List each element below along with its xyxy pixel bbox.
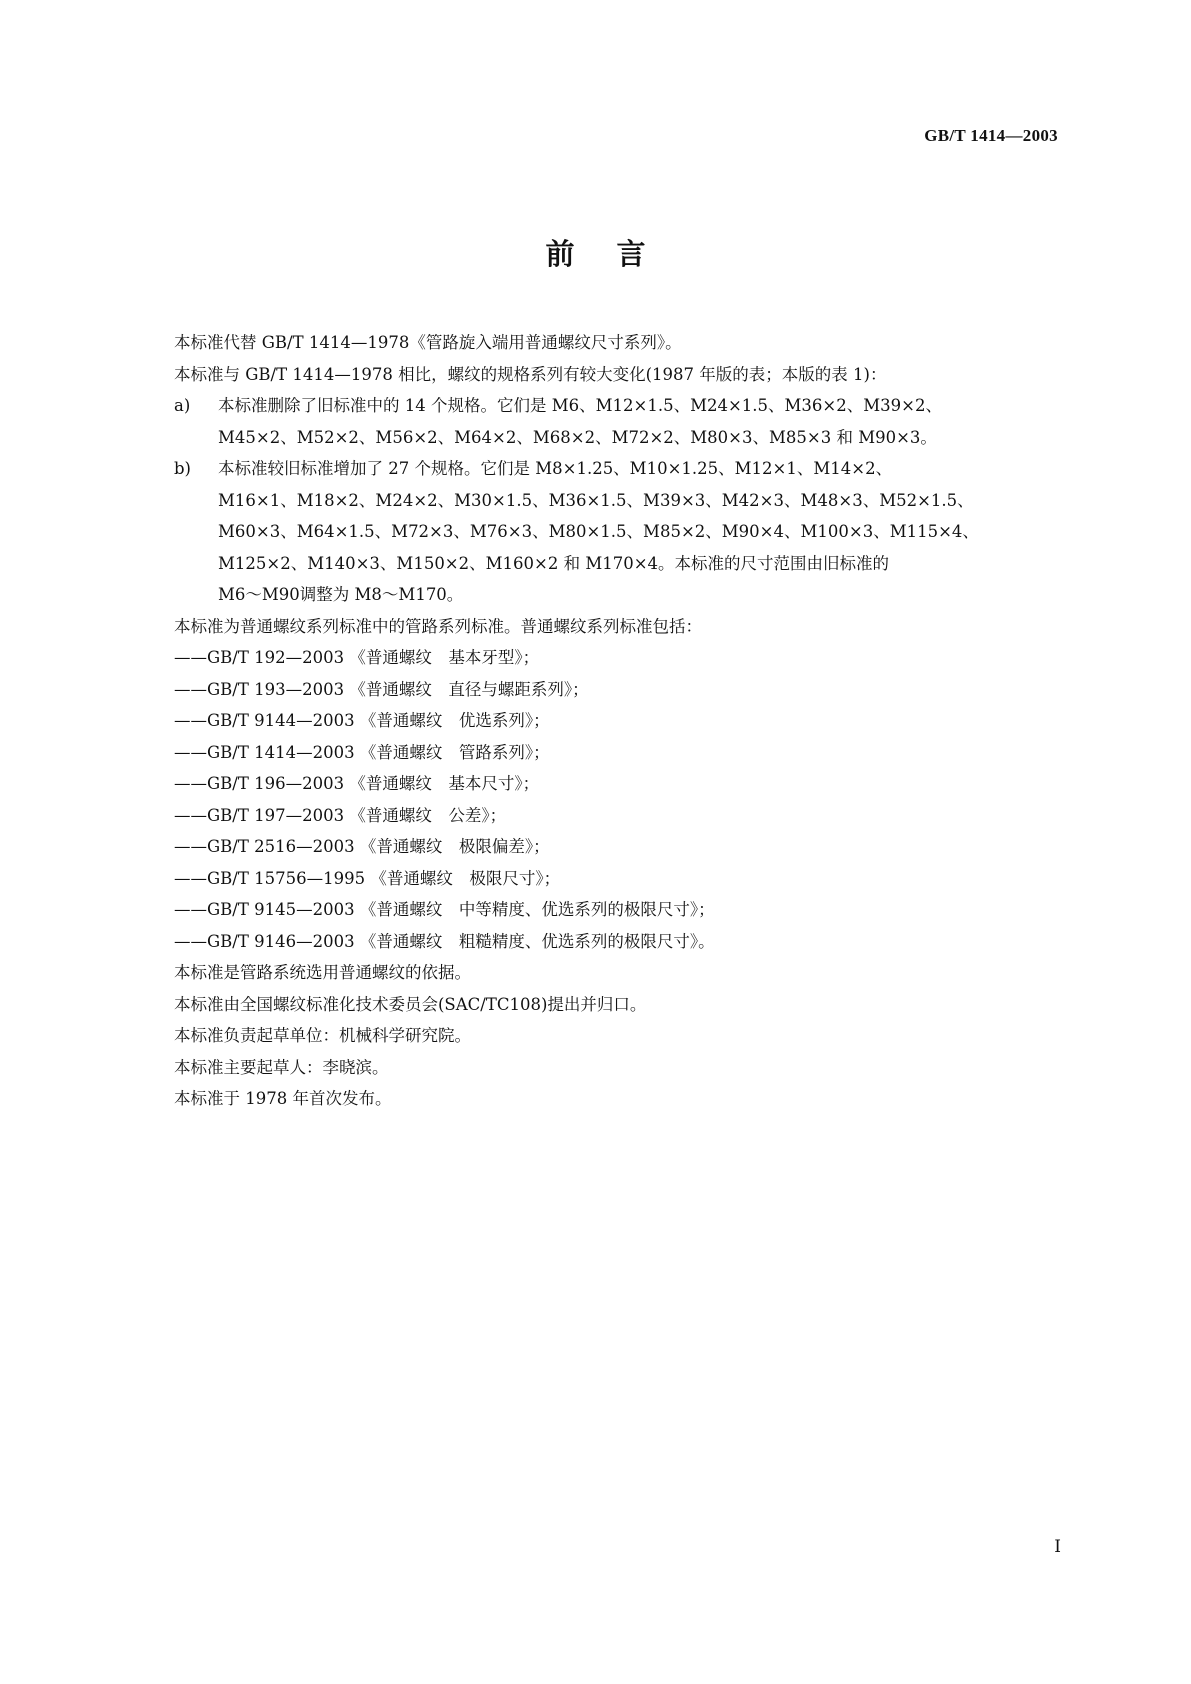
series-list-item: ——GB/T 9145—2003 《普通螺纹 中等精度、优选系列的极限尺寸》； [174, 900, 715, 919]
paragraph: 本标准于 1978 年首次发布。 [174, 1089, 392, 1108]
list-item-text [218, 453, 1058, 611]
series-list-item: ——GB/T 2516—2003 《普通螺纹 极限偏差》； [174, 837, 550, 856]
text-line: M60×3、M64×1.5、M72×3、M76×3、M80×1.5、M85×2、M90×4、M100×3、M115×4、 [218, 522, 979, 541]
paragraph: 本标准是管路系统选用普通螺纹的依据。 [174, 963, 471, 982]
list-item-text [218, 390, 1058, 453]
text-line: M6～M90调整为 M8～M170。 [218, 585, 464, 604]
text-line: 本标准较旧标准增加了 27 个规格。它们是 M8×1.25、M10×1.25、M12×1、M14×2、 [218, 459, 893, 478]
series-intro: 本标准为普通螺纹系列标准中的管路系列标准。普通螺纹系列标准包括： [174, 616, 702, 636]
page-number: I [1054, 1537, 1061, 1557]
series-list-item: ——GB/T 197—2003 《普通螺纹 公差》； [174, 805, 507, 825]
series-list [174, 642, 1058, 957]
standard-code: GB/T 1414—2003 [924, 126, 1058, 145]
text-line: M16×1、M18×2、M24×2、M30×1.5、M36×1.5、M39×3、M42×3、M48×3、M52×1.5、 [218, 490, 974, 510]
list-item-b [174, 453, 1058, 611]
series-list-item: ——GB/T 15756—1995 《普通螺纹 极限尺寸》； [174, 868, 561, 888]
text-line: M125×2、M140×3、M150×2、M160×2 和 M170×4。本标准的尺寸范围由旧标准的 [218, 553, 890, 573]
paragraph: 本标准主要起草人：李晓滨。 [174, 1057, 389, 1077]
list-marker: b) [174, 459, 191, 478]
list-marker: a) [174, 396, 191, 415]
text-line: M45×2、M52×2、M56×2、M64×2、M68×2、M72×2、M80×3、M85×3 和 M90×3。 [218, 427, 937, 447]
page-title: 前言 [545, 237, 688, 271]
series-list-item: ——GB/T 9146—2003 《普通螺纹 粗糙精度、优选系列的极限尺寸》。 [174, 931, 715, 951]
document-body [174, 327, 1058, 1115]
paragraph: 本标准代替 GB/T 1414—1978《管路旋入端用普通螺纹尺寸系列》。 [174, 333, 682, 352]
paragraph: 本标准由全国螺纹标准化技术委员会(SAC/TC108)提出并归口。 [174, 994, 647, 1014]
paragraph: 本标准负责起草单位：机械科学研究院。 [174, 1026, 471, 1045]
series-list-item: ——GB/T 192—2003 《普通螺纹 基本牙型》； [174, 648, 540, 667]
list-item-a [174, 390, 1058, 453]
series-list-item: ——GB/T 1414—2003 《普通螺纹 管路系列》； [174, 742, 550, 762]
series-list-item: ——GB/T 9144—2003 《普通螺纹 优选系列》； [174, 711, 550, 730]
series-list-item: ——GB/T 193—2003 《普通螺纹 直径与螺距系列》； [174, 679, 589, 699]
series-list-item: ——GB/T 196—2003 《普通螺纹 基本尺寸》； [174, 774, 540, 793]
paragraph: 本标准与 GB/T 1414—1978 相比，螺纹的规格系列有较大变化(1987 年版的表；本版的表 1)： [174, 364, 887, 384]
text-line: 本标准删除了旧标准中的 14 个规格。它们是 M6、M12×1.5、M24×1.5、M36×2、M39×2、 [218, 396, 942, 415]
